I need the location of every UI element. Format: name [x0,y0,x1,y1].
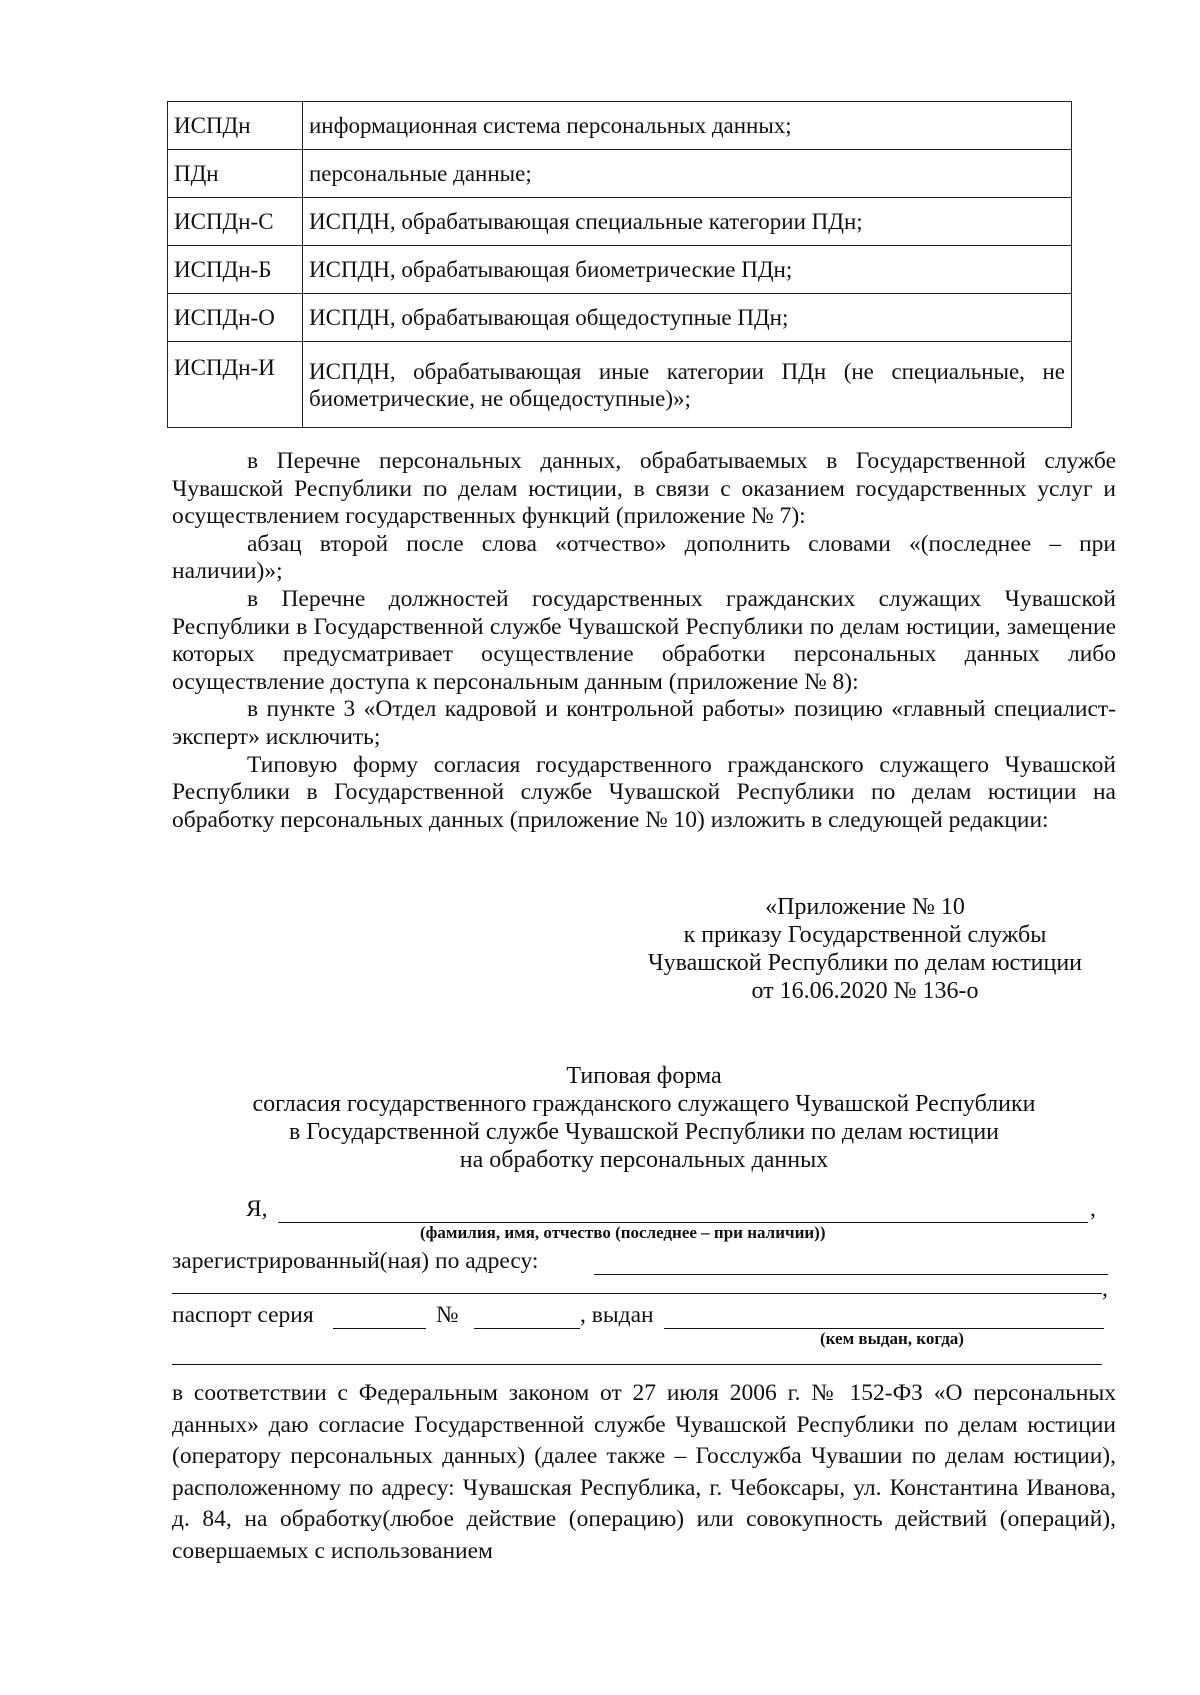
table-row [168,342,1072,428]
amendment-text [172,448,1116,834]
paragraph: Типовую форму согласия государственного гражданского служащего Чувашской Республики в Государственной службе Чувашской Республики по делам юстиции на обработку персональных данных (приложение № 10) изложить в следующей редакции: [172,751,1116,833]
comma-mark: , [1090,1196,1096,1222]
address-label: зарегистрированный(ная) по адресу: [172,1248,539,1274]
address-field-continued[interactable] [172,1285,1102,1294]
full-name-hint: (фамилия, имя, отчество (последнее – при наличии)) [420,1223,826,1242]
appendix-header [620,893,1110,1005]
issued-by-field[interactable] [664,1304,1104,1329]
table-row [168,198,1072,246]
passport-series-field[interactable] [333,1304,426,1329]
issued-by-hint: (кем выдан, когда) [820,1329,964,1348]
abbreviation-term: ИСПДн-Б [168,246,303,294]
issued-label: , выдан [580,1302,654,1328]
abbreviation-term: ИСПДн-О [168,294,303,342]
abbreviation-term: ИСПДн-С [168,198,303,246]
table-row [168,150,1072,198]
abbreviation-term: ИСПДн-И [168,342,303,428]
abbreviation-definition: ИСПДН, обрабатывающая иные категории ПДн (не специальные, не биометрические, не общедоступные)»; [303,342,1072,428]
table-row [168,246,1072,294]
appendix-line: Чувашской Республики по делам юстиции [647,950,1083,976]
issued-by-field-continued[interactable] [172,1356,1102,1365]
abbreviation-definition: ИСПДН, обрабатывающая общедоступные ПДн; [303,294,1072,342]
paragraph: в пункте 3 «Отдел кадровой и контрольной работы» позицию «главный специалист-эксперт» исключить; [172,696,1116,750]
form-title-line: на обработку персональных данных [459,1147,829,1173]
full-name-field[interactable] [278,1198,1088,1223]
form-title [172,1062,1116,1174]
abbreviation-definition: информационная система персональных данных; [303,102,1072,150]
paragraph: в соответствии с Федеральным законом от 27 июля 2006 г. № 152-ФЗ «О персональных данных» даю согласие Государственной службе Чувашской Республики по делам юстиции (оператору персональных данных) (далее также – Госслужба Чувашии по делам юстиции), расположенному по адресу: Чувашская Республика, г. Чебоксары, ул. Константина Иванова, д. 84, на обработку(любое действие (операцию) или совокупность действий (операций), совершаемых с использованием [172,1380,1116,1564]
form-title-line: в Государственной службе Чувашской Республики по делам юстиции [288,1119,1000,1145]
passport-series-label: паспорт серия [172,1302,314,1328]
appendix-line: «Приложение № 10 [765,894,965,920]
appendix-line: от 16.06.2020 № 136-о [751,978,979,1004]
paragraph: абзац второй после слова «отчество» дополнить словами «(последнее – при наличии)»; [172,530,1116,585]
abbreviation-term: ПДн [168,150,303,198]
consent-text [172,1378,1116,1567]
paragraph: в Перечне персональных данных, обрабатываемых в Государственной службе Чувашской Республики по делам юстиции, в связи с оказанием государственных услуг и осуществлением государственных функций (приложение № 7): [172,448,1116,530]
abbreviations-table [167,101,1072,428]
comma-mark: , [1102,1276,1108,1302]
passport-number-field[interactable] [474,1304,580,1329]
table-row [168,102,1072,150]
address-field[interactable] [594,1250,1108,1275]
abbreviation-term: ИСПДн [168,102,303,150]
table-row [168,294,1072,342]
passport-number-label: № [436,1302,459,1328]
form-title-line: Типовая форма [566,1063,722,1089]
i-label: Я, [246,1196,268,1222]
abbreviation-definition: ИСПДН, обрабатывающая биометрические ПДн; [303,246,1072,294]
appendix-line: к приказу Государственной службы [683,922,1047,948]
form-title-line: согласия государственного гражданского служащего Чувашской Республики [252,1091,1036,1117]
abbreviation-definition: персональные данные; [303,150,1072,198]
paragraph: в Перечне должностей государственных гражданских служащих Чувашской Республики в Государственной службе Чувашской Республики по делам юстиции, замещение которых предусматривает осуществление обработки персональных данных либо осуществление доступа к персональным данным (приложение № 8): [172,585,1116,695]
abbreviation-definition: ИСПДН, обрабатывающая специальные категории ПДн; [303,198,1072,246]
